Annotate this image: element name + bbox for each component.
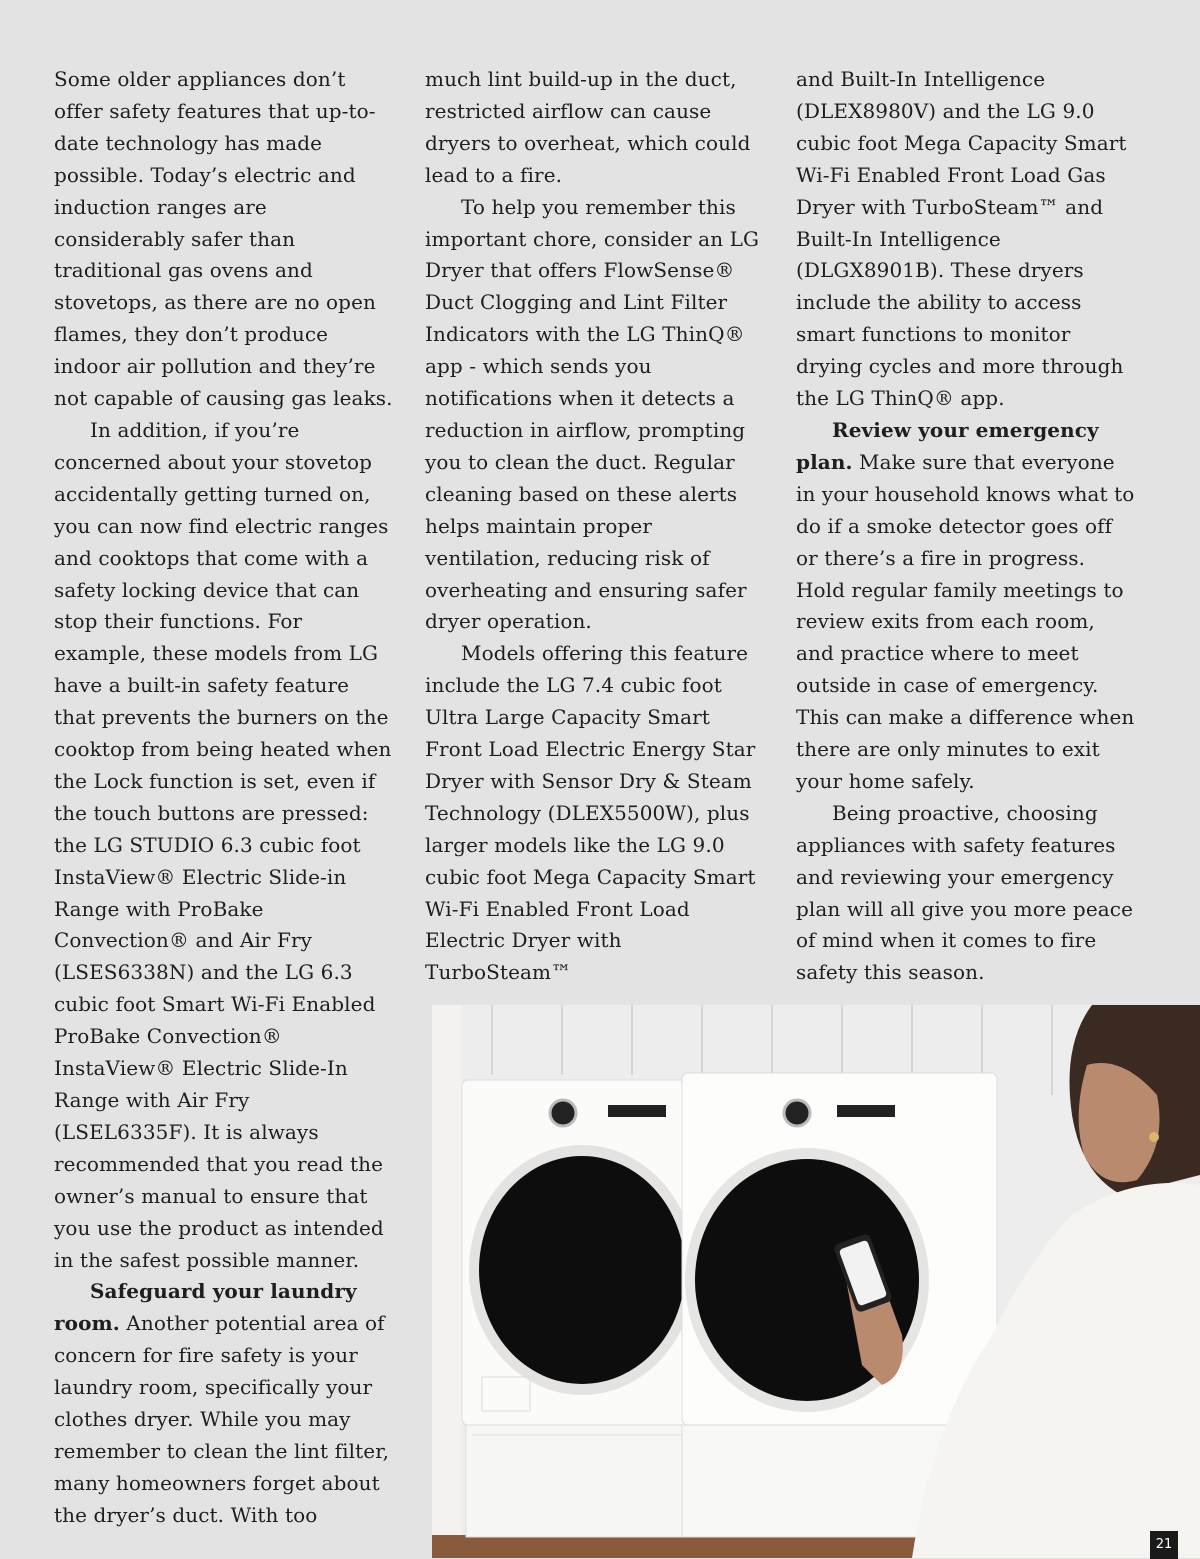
column-1 xyxy=(54,64,394,1532)
paragraph-safety-locking: In addition, if you’re concerned about your stovetop accidentally getting turned on, you can now find electric ranges and cooktops that come with a safety locking device that can stop their functions. For example, these models from LG have a built-in safety feature that prevents the burners on the cooktop from being heated when the Lock function is set, even if the touch buttons are pressed: the LG STUDIO 6.3 cubic foot InstaView® Electric Slide-in Range with ProBake Convection® and Air Fry (LSES6338N) and the LG 6.3 cubic foot Smart Wi-Fi Enabled ProBake Convection® InstaView® Electric Slide-In Range with Air Fry (LSEL6335F). It is always recommended that you read the owner’s manual to ensure that you use the product as intended in the safest possible manner. xyxy=(54,417,392,1272)
washer-dryer-illustration xyxy=(432,1005,1200,1558)
paragraph-being-proactive: Being proactive, choosing appliances with safety features and reviewing your emergency plan will all give you more peace of mind when it comes to fire safety this season. xyxy=(796,800,1134,985)
paragraph-models: Models offering this feature include the LG 7.4 cubic foot Ultra Large Capacity Smart Front Load Electric Energy Star Dryer with Sensor Dry & Steam Technology (DLEX5500W), plus larger models like the LG 9.0 cubic foot Mega Capacity Smart Wi-Fi Enabled Front Load Electric Dryer with TurboSteam™ xyxy=(425,641,756,985)
emergency-body: Make sure that everyone in your household knows what to do if a smoke detector goes off or there’s a fire in progress. Hold regular family meetings to review exits from each room, and practice where to meet outside in case of emergency. This can make a difference when there are only minutes to exit your home safely. xyxy=(796,449,1135,793)
paragraph-older-appliances: Some older appliances don’t offer safety features that up-to-date technology has made possible. Today’s electric and induction ranges are considerably safer than traditional gas ovens and stovetops, as there are no open flames, they don’t produce indoor air pollution and they’re not capable of causing gas leaks. xyxy=(54,67,393,411)
heading-review-emergency: Review your emergency plan. xyxy=(796,417,1099,474)
page-number: 21 xyxy=(1150,1531,1178,1559)
column-3 xyxy=(796,64,1136,989)
paragraph-emergency-plan xyxy=(796,415,1136,798)
laundry-body: Another potential area of concern for fire safety is your laundry room, specifically your clothes dryer. While you may remember to clean the lint filter, many homeowners forget about the dryer’s duct. With too xyxy=(54,1311,390,1527)
washer-unit xyxy=(462,1080,717,1537)
column-2 xyxy=(425,64,765,989)
paragraph-laundry-room xyxy=(54,1276,394,1531)
laundry-photo xyxy=(432,1005,1200,1558)
paragraph-builtin-intelligence: and Built-In Intelligence (DLEX8980V) and the LG 9.0 cubic foot Mega Capacity Smart Wi-Fi Enabled Front Load Gas Dryer with TurboSteam™ and Built-In Intelligence (DLGX8901B). These dryers include the ability to access smart functions to monitor drying cycles and more through the LG ThinQ® app. xyxy=(796,67,1127,411)
paragraph-flowsense: To help you remember this important chore, consider an LG Dryer that offers FlowSense® Duct Clogging and Lint Filter Indicators with the LG ThinQ® app - which sends you notifications when it detects a reduction in airflow, prompting you to clean the duct. Regular cleaning based on these alerts helps maintain proper ventilation, reducing risk of overheating and ensuring safer dryer operation. xyxy=(425,194,760,634)
heading-safeguard-laundry: Safeguard your laundry room. xyxy=(54,1279,357,1336)
paragraph-lint-buildup: much lint build-up in the duct, restricted airflow can cause dryers to overheat, which could lead to a fire. xyxy=(425,67,751,187)
